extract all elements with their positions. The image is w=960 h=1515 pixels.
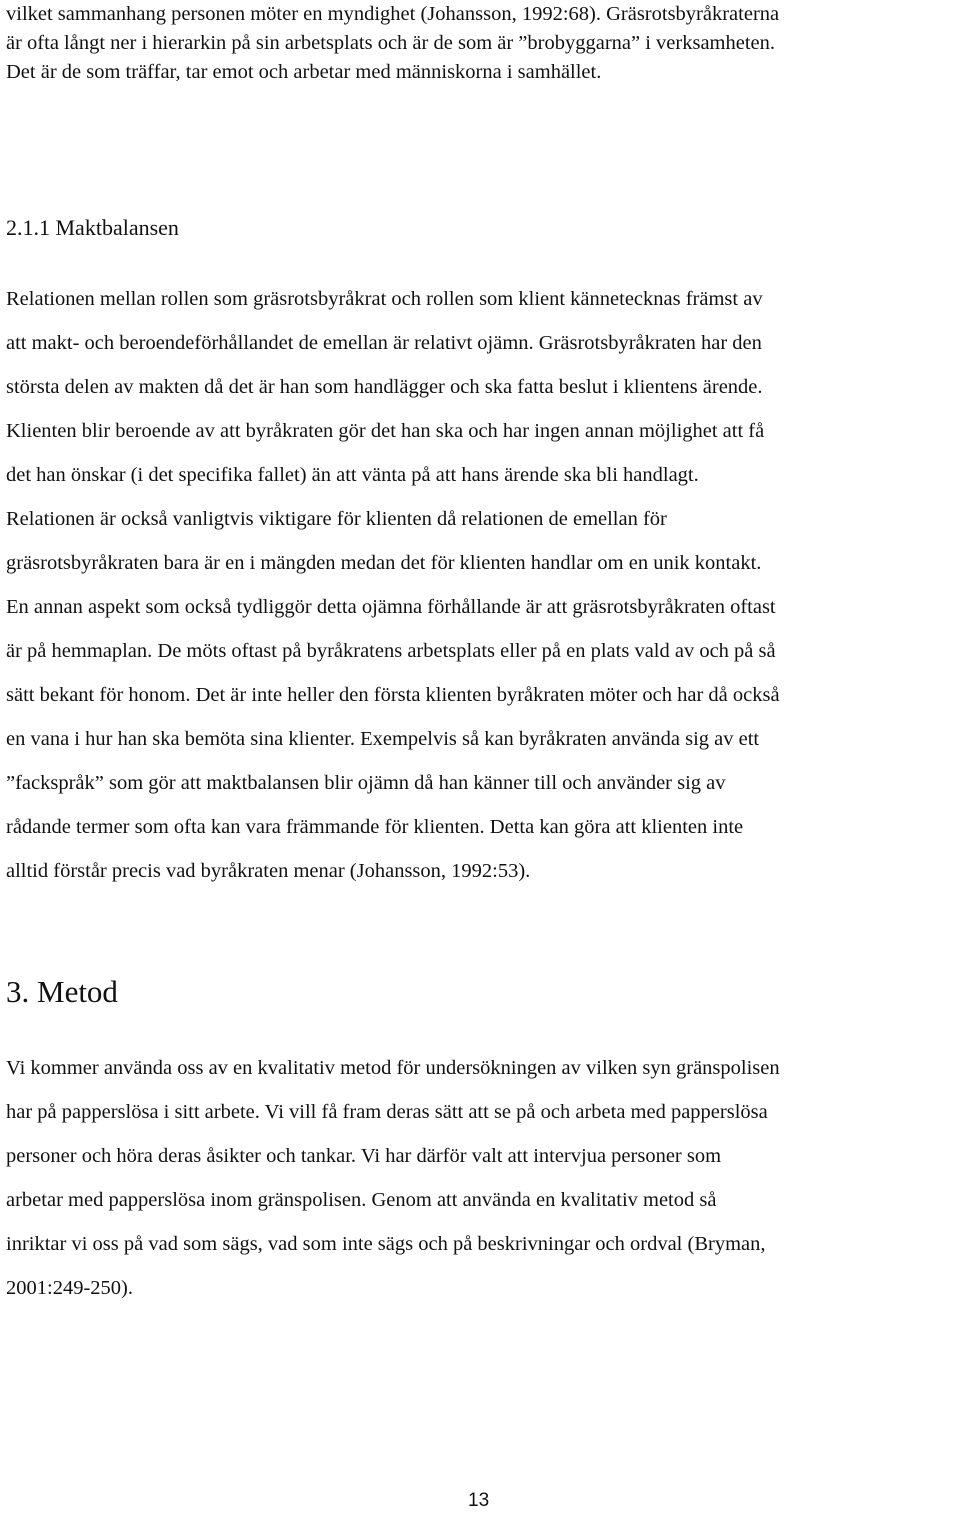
text-line: arbetar med papperslösa inom gränspolisen. Genom att använda en kvalitativ metod så xyxy=(6,1189,717,1211)
text-line: Relationen är också vanligtvis viktigare för klienten då relationen de emellan för xyxy=(6,508,667,530)
text-line: inriktar vi oss på vad som sägs, vad som inte sägs och på beskrivningar och ordval (Bryman, xyxy=(6,1233,766,1255)
text-line: är på hemmaplan. De möts oftast på byråkratens arbetsplats eller på en plats vald av och på så xyxy=(6,640,776,662)
text-line: har på papperslösa i sitt arbete. Vi vill få fram deras sätt att se på och arbeta med papperslösa xyxy=(6,1101,768,1123)
text-line: Vi kommer använda oss av en kvalitativ metod för undersökningen av vilken syn gränspolisen xyxy=(6,1057,780,1079)
paragraph-maktbalansen xyxy=(6,277,956,893)
section-heading-metod: 3. Metod xyxy=(6,974,118,1009)
text-line: vilket sammanhang personen möter en myndighet (Johansson, 1992:68). Gräsrotsbyråkraterna xyxy=(6,3,780,25)
text-line: Klienten blir beroende av att byråkraten gör det han ska och har ingen annan möjlighet att få xyxy=(6,420,765,442)
text-line: 2001:249-250). xyxy=(6,1277,133,1299)
text-line: Relationen mellan rollen som gräsrotsbyråkrat och rollen som klient kännetecknas främst av xyxy=(6,288,763,310)
text-line: rådande termer som ofta kan vara främmande för klienten. Detta kan göra att klienten inte xyxy=(6,816,744,838)
text-line: en vana i hur han ska bemöta sina klienter. Exempelvis så kan byråkraten använda sig av ett xyxy=(6,728,760,750)
page-number: 13 xyxy=(468,1490,490,1511)
paragraph-metod xyxy=(6,1046,956,1310)
text-line: En annan aspekt som också tydliggör detta ojämna förhållande är att gräsrotsbyråkraten oftast xyxy=(6,596,776,618)
text-line: alltid förstår precis vad byråkraten menar (Johansson, 1992:53). xyxy=(6,860,531,882)
section-heading-maktbalansen: 2.1.1 Maktbalansen xyxy=(6,215,179,240)
text-line: ”fackspråk” som gör att maktbalansen blir ojämn då han känner till och använder sig av xyxy=(6,772,726,794)
paragraph-intro xyxy=(6,0,956,87)
text-line: gräsrotsbyråkraten bara är en i mängden medan det för klienten handlar om en unik kontakt. xyxy=(6,552,762,574)
text-line: det han önskar (i det specifika fallet) än att vänta på att hans ärende ska bli handlagt. xyxy=(6,464,699,486)
text-line: personer och höra deras åsikter och tankar. Vi har därför valt att intervjua personer som xyxy=(6,1145,722,1167)
text-line: största delen av makten då det är han som handlägger och ska fatta beslut i klientens ärende. xyxy=(6,376,763,398)
text-line: Det är de som träffar, tar emot och arbetar med människorna i samhället. xyxy=(6,61,602,83)
text-line: är ofta långt ner i hierarkin på sin arbetsplats och är de som är ”brobyggarna” i verksamheten. xyxy=(6,32,776,54)
text-line: att makt- och beroendeförhållandet de emellan är relativt ojämn. Gräsrotsbyråkraten har den xyxy=(6,332,762,354)
text-line: sätt bekant för honom. Det är inte heller den första klienten byråkraten möter och har då också xyxy=(6,684,780,706)
